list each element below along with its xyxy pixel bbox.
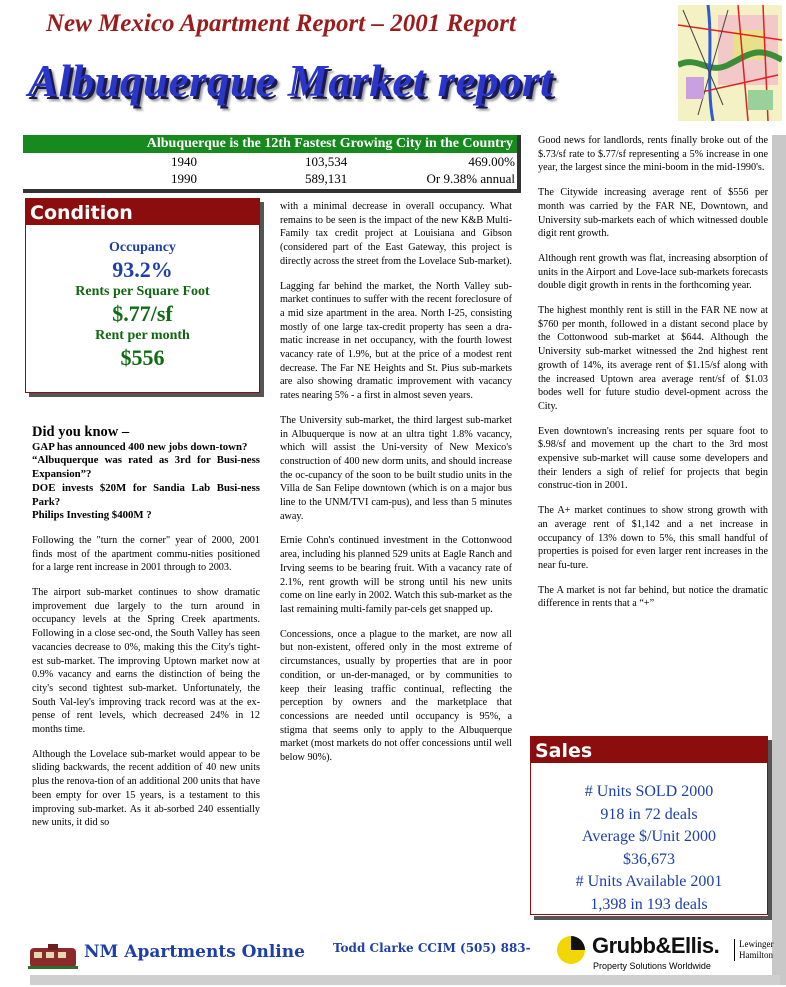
market-title: Albuquerque Market report	[28, 56, 554, 106]
contact-text: Todd Clarke CCIM (505) 883-	[333, 941, 531, 955]
paragraph: The University sub-market, the third largest sub-market in Albuquerque is now at an ultra tight 1.8% vacancy, which will assist the Uni-versity of New Mexico's construction of 400 new dorm units, and should increase the oc-cupancy of the soon to be built studio units in the Villa de San Felipe downtown (which is on a major bus line to the UNM/TVI cam-pus), and less than 5 minutes away.	[280, 414, 512, 522]
grubb-ellis-logo-icon	[556, 935, 586, 965]
occupancy-label: Occupancy	[109, 240, 176, 255]
condition-title: Condition	[25, 198, 260, 225]
lewinger-hamilton-logo	[734, 939, 773, 961]
growth-rate: Or 9.38% annual	[426, 171, 515, 186]
paragraph: Although rent growth was flat, increasing absorption of units in the Airport and Love-lace sub-markets forecasts double digit growth in rents in the forthcoming year.	[538, 252, 768, 292]
report-title: New Mexico Apartment Report – 2001 Report	[46, 10, 516, 37]
sales-line: $36,673	[623, 850, 675, 868]
paragraph: The A+ market continues to show strong growth with an average rent of $1,142 and a net increase in occupancy of 13% down to 5%, this small handful of properties is poised for even larger rent increases in the near fu-ture.	[538, 505, 768, 571]
article-column-3	[538, 134, 768, 622]
rent-sqft-value: $.77/sf	[112, 301, 173, 326]
sales-line: 918 in 72 deals	[600, 805, 698, 823]
sales-title: Sales	[530, 736, 768, 763]
growth-table	[23, 135, 521, 193]
occupancy-value: 93.2%	[112, 257, 173, 282]
partner-line: Lewinger	[739, 939, 774, 949]
building-logo-icon	[28, 940, 78, 970]
city-map-graphic	[678, 5, 782, 121]
paragraph: Lagging far behind the market, the North Valley sub-market continues to suffer with the recent foreclosure of a mid size apartment in the area. North I-25, consisting mostly of one large tax-credit property has seen a dra-matic increase in net occupancy, with the fourth lowest vacancy rate of 1.9%, but at the price of a modest rent decrease. The Far NE Heights and St. Pius sub-markets are also showing dramatic improvement with vacancy rates nearing 5% - a first in almost seven years.	[280, 280, 512, 402]
rent-sqft-label: Rents per Square Foot	[75, 284, 210, 299]
paragraph: Following the "turn the corner" year of 2000, 2001 finds most of the apartment commu-nities positioned for a large rent increase in 2001 through to 2003.	[32, 534, 260, 574]
growth-population: 103,534	[305, 154, 348, 169]
partner-line: Hamilton	[739, 950, 773, 960]
sales-panel	[530, 736, 768, 916]
article-column-2	[280, 200, 512, 776]
rent-month-value: $556	[120, 345, 165, 370]
did-you-know-title: Did you know –	[32, 424, 130, 440]
paragraph: The airport sub-market continues to show dramatic improvement due largely to the turn around in occupancy levels at the Spring Creek apartments. Following in a close sec-ond, the South Valley has seen vacancies decrease to 0%, making this the City's tight-est sub-market. The improving Uptown market now at 0.9% vacancy and earns the distinction of being the city's second tightest sub-market. Unfortunately, the South Val-ley's improving track record was at the ex-pense of rent levels, which decreased 24% in 12 months time.	[32, 587, 260, 736]
paragraph: The highest monthly rent is still in the FAR NE now at $760 per month, followed in a distant second place by the Cottonwood sub-market at $644. Although the University sub-market witnessed the 2nd highest rent growth of 14%, its average rent of $1.15/sf along with the increased Uptown area average rent/sf of $1.03 bodes well for future studio devel-opment across the City.	[538, 305, 768, 412]
paragraph: Although the Lovelace sub-market would appear to be sliding backwards, the recent addition of 40 new units plus the renova-tion of an additional 200 units that have been empty for over 15 years, is a testament to this improving sub-market. As it ab-sorbed 240 essentially new units, it did so	[32, 748, 260, 829]
table-row	[23, 153, 517, 170]
condition-panel	[25, 198, 260, 393]
sales-stats	[530, 763, 768, 915]
paragraph: Good news for landlords, rents finally broke out of the $.73/sf rate to $.77/sf representing a 5% increase in one year, the largest since the mini-boom in the mid-1990's.	[538, 135, 768, 174]
sales-line: # Units SOLD 2000	[584, 783, 714, 800]
did-you-know-item: DOE invests $20M for Sandia Lab Busi-ness Park?	[32, 481, 260, 508]
growth-rate: 469.00%	[468, 154, 515, 169]
did-you-know-item: GAP has announced 400 new jobs down-town?	[32, 440, 248, 453]
page-edge-shadow	[772, 135, 786, 985]
paragraph: The Citywide increasing average rent of $556 per month was carried by the FAR NE, Downtown, and University sub-markets each of which witnessed double digit rent growth.	[538, 187, 768, 240]
grubb-ellis-logo-text: Grubb&Ellis.	[592, 933, 720, 958]
did-you-know-item: “Albuquerque was rated as 3rd for Busi-ness Expansion”?	[32, 454, 260, 481]
city-map-image	[678, 5, 782, 121]
paragraph: Ernie Cohn's continued investment in the Cottonwood area, including his planned 529 units at Eagle Ranch and Irving seems to be bearing fruit. With a vacancy rate of 2.1%, rent growth will be strong until his new units come on line early in 2002. Watch this sub-market as the last remaining multi-family par-cels get snapped up.	[280, 535, 512, 615]
paragraph: with a minimal decrease in overall occupancy. What remains to be seen is the impact of the new K&B Multi-Family tax credit project at Louisiana and Gibson (considered part of the East Gateway, this project is directly across the street from the Lovelace Sub-market).	[280, 201, 512, 267]
rent-month-label: Rent per month	[95, 328, 190, 343]
paragraph: Concessions, once a plague to the market, are now all but non-existent, offered only in the most extreme of circumstances, usually by properties that are in poor condition, or un-der-managed, or by communities to keep their leasing traffic continual, reflecting the perception by owners and the marketplace that concessions are needed until occupancy is 95%, a stigma that seems only to apply to the Albuquerque market (most markets do not offer concessions until well below 90%).	[280, 628, 512, 764]
table-row	[23, 170, 517, 187]
condition-stats	[25, 225, 260, 393]
did-you-know-item: Philips Investing $400M ?	[32, 509, 152, 522]
paragraph: Even downtown's increasing rents per square foot to $.98/sf and movement up the chart to the 3rd most expensive sub-market will cause some developers and their lenders a sigh of relief for projects that begin construc-tion in 2001.	[538, 425, 768, 492]
sales-line: 1,398 in 193 deals	[590, 895, 708, 913]
page-bottom-shadow	[30, 975, 780, 985]
growth-table-title: Albuquerque is the 12th Fastest Growing City in the Country	[23, 135, 517, 153]
growth-year: 1990	[171, 171, 197, 186]
growth-year: 1940	[171, 154, 197, 169]
sales-line: # Units Available 2001	[575, 873, 723, 890]
paragraph: The A market is not far behind, but notice the dramatic difference in rents that a “+”	[538, 584, 768, 610]
grubb-ellis-tagline: Property Solutions Worldwide	[593, 961, 711, 971]
sales-line: Average $/Unit 2000	[582, 828, 716, 845]
article-column-1	[32, 426, 260, 841]
growth-population: 589,131	[305, 171, 348, 186]
site-name-link[interactable]: NM Apartments Online	[84, 942, 305, 962]
